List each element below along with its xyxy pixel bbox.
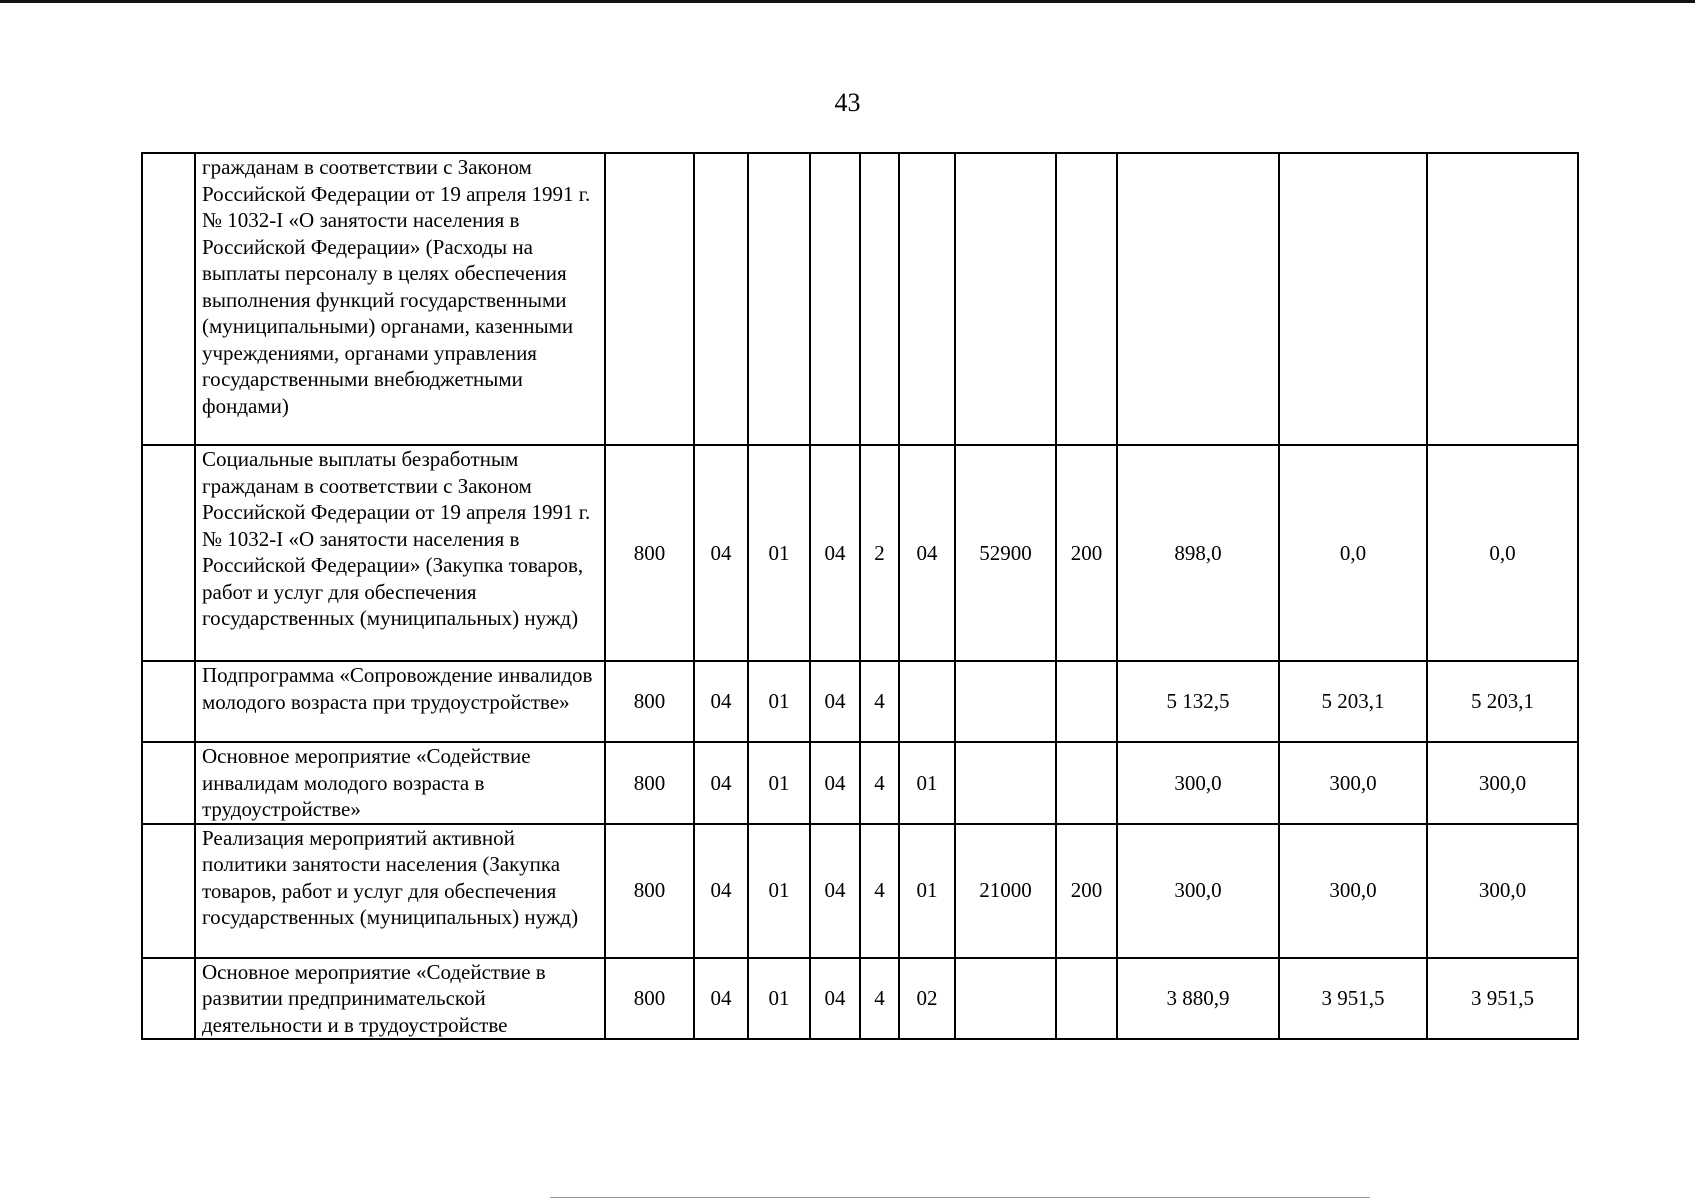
code-cell bbox=[605, 153, 694, 445]
code-cell: 21000 bbox=[955, 824, 1056, 958]
table-row bbox=[142, 661, 1578, 742]
code-cell bbox=[694, 153, 748, 445]
code-cell: 04 bbox=[694, 958, 748, 1040]
table-row bbox=[142, 824, 1578, 958]
row-name: Подпрограмма «Сопровождение инвалидов молодого возраста при трудоустройстве» bbox=[195, 661, 605, 742]
code-cell: 200 bbox=[1056, 824, 1117, 958]
code-cell bbox=[748, 153, 810, 445]
code-cell bbox=[899, 153, 955, 445]
code-cell bbox=[1056, 661, 1117, 742]
page-number: 43 bbox=[834, 88, 861, 117]
amount-cell: 300,0 bbox=[1279, 824, 1427, 958]
code-cell: 4 bbox=[860, 742, 899, 824]
table-row bbox=[142, 153, 1578, 445]
code-cell: 800 bbox=[605, 824, 694, 958]
row-name: Основное мероприятие «Содействие в развитии предпринимательской деятельности и в трудоустройстве bbox=[195, 958, 605, 1040]
code-cell bbox=[810, 153, 860, 445]
amount-cell: 898,0 bbox=[1117, 445, 1279, 661]
code-cell bbox=[955, 153, 1056, 445]
bottom-rule bbox=[550, 1197, 1370, 1198]
code-cell: 01 bbox=[748, 824, 810, 958]
code-cell: 2 bbox=[860, 445, 899, 661]
code-cell: 800 bbox=[605, 445, 694, 661]
code-cell bbox=[1056, 742, 1117, 824]
amount-cell: 300,0 bbox=[1117, 824, 1279, 958]
amount-cell bbox=[1427, 153, 1578, 445]
code-cell bbox=[955, 661, 1056, 742]
code-cell: 04 bbox=[810, 661, 860, 742]
amount-cell: 5 203,1 bbox=[1427, 661, 1578, 742]
table-row bbox=[142, 445, 1578, 661]
code-cell: 02 bbox=[899, 958, 955, 1040]
code-cell: 01 bbox=[899, 824, 955, 958]
code-cell: 800 bbox=[605, 742, 694, 824]
index-cell bbox=[142, 153, 195, 445]
code-cell: 01 bbox=[899, 742, 955, 824]
table-row bbox=[142, 958, 1578, 1040]
amount-cell bbox=[1117, 153, 1279, 445]
amount-cell: 300,0 bbox=[1427, 824, 1578, 958]
amount-cell: 5 132,5 bbox=[1117, 661, 1279, 742]
index-cell bbox=[142, 824, 195, 958]
amount-cell: 3 951,5 bbox=[1427, 958, 1578, 1040]
row-name: Реализация мероприятий активной политики занятости населения (Закупка товаров, работ и услуг для обеспечения государственных (муниципальных) нужд) bbox=[195, 824, 605, 958]
code-cell: 01 bbox=[748, 958, 810, 1040]
index-cell bbox=[142, 958, 195, 1040]
code-cell: 4 bbox=[860, 661, 899, 742]
code-cell: 200 bbox=[1056, 445, 1117, 661]
row-name: гражданам в соответствии с Законом Российской Федерации от 19 апреля 1991 г. № 1032-I «О занятости населения в Российской Федерации» (Расходы на выплаты персоналу в целях обеспечения выполнения функций государственными (муниципальными) органами, казенными учреждениями, органами управления государственными внебюджетными фондами) bbox=[195, 153, 605, 445]
amount-cell: 5 203,1 bbox=[1279, 661, 1427, 742]
amount-cell: 300,0 bbox=[1427, 742, 1578, 824]
code-cell: 01 bbox=[748, 742, 810, 824]
code-cell: 01 bbox=[748, 661, 810, 742]
budget-table bbox=[141, 152, 1579, 1040]
code-cell bbox=[955, 742, 1056, 824]
code-cell: 52900 bbox=[955, 445, 1056, 661]
row-name: Социальные выплаты безработным гражданам в соответствии с Законом Российской Федерации от 19 апреля 1991 г. № 1032-I «О занятости населения в Российской Федерации» (Закупка товаров, работ и услуг для обеспечения государственных (муниципальных) нужд) bbox=[195, 445, 605, 661]
code-cell bbox=[860, 153, 899, 445]
code-cell bbox=[1056, 958, 1117, 1040]
code-cell: 04 bbox=[694, 742, 748, 824]
amount-cell bbox=[1279, 153, 1427, 445]
code-cell: 800 bbox=[605, 661, 694, 742]
code-cell: 04 bbox=[899, 445, 955, 661]
code-cell: 04 bbox=[694, 445, 748, 661]
code-cell: 4 bbox=[860, 958, 899, 1040]
code-cell: 04 bbox=[810, 958, 860, 1040]
code-cell: 04 bbox=[694, 661, 748, 742]
code-cell: 04 bbox=[694, 824, 748, 958]
code-cell: 04 bbox=[810, 824, 860, 958]
top-rule bbox=[0, 0, 1695, 3]
code-cell bbox=[955, 958, 1056, 1040]
code-cell: 4 bbox=[860, 824, 899, 958]
code-cell bbox=[1056, 153, 1117, 445]
code-cell bbox=[899, 661, 955, 742]
table-row bbox=[142, 742, 1578, 824]
code-cell: 800 bbox=[605, 958, 694, 1040]
index-cell bbox=[142, 661, 195, 742]
amount-cell: 300,0 bbox=[1117, 742, 1279, 824]
amount-cell: 3 880,9 bbox=[1117, 958, 1279, 1040]
amount-cell: 0,0 bbox=[1427, 445, 1578, 661]
index-cell bbox=[142, 445, 195, 661]
row-name: Основное мероприятие «Содействие инвалидам молодого возраста в трудоустройстве» bbox=[195, 742, 605, 824]
index-cell bbox=[142, 742, 195, 824]
amount-cell: 0,0 bbox=[1279, 445, 1427, 661]
amount-cell: 300,0 bbox=[1279, 742, 1427, 824]
code-cell: 04 bbox=[810, 445, 860, 661]
amount-cell: 3 951,5 bbox=[1279, 958, 1427, 1040]
code-cell: 04 bbox=[810, 742, 860, 824]
code-cell: 01 bbox=[748, 445, 810, 661]
